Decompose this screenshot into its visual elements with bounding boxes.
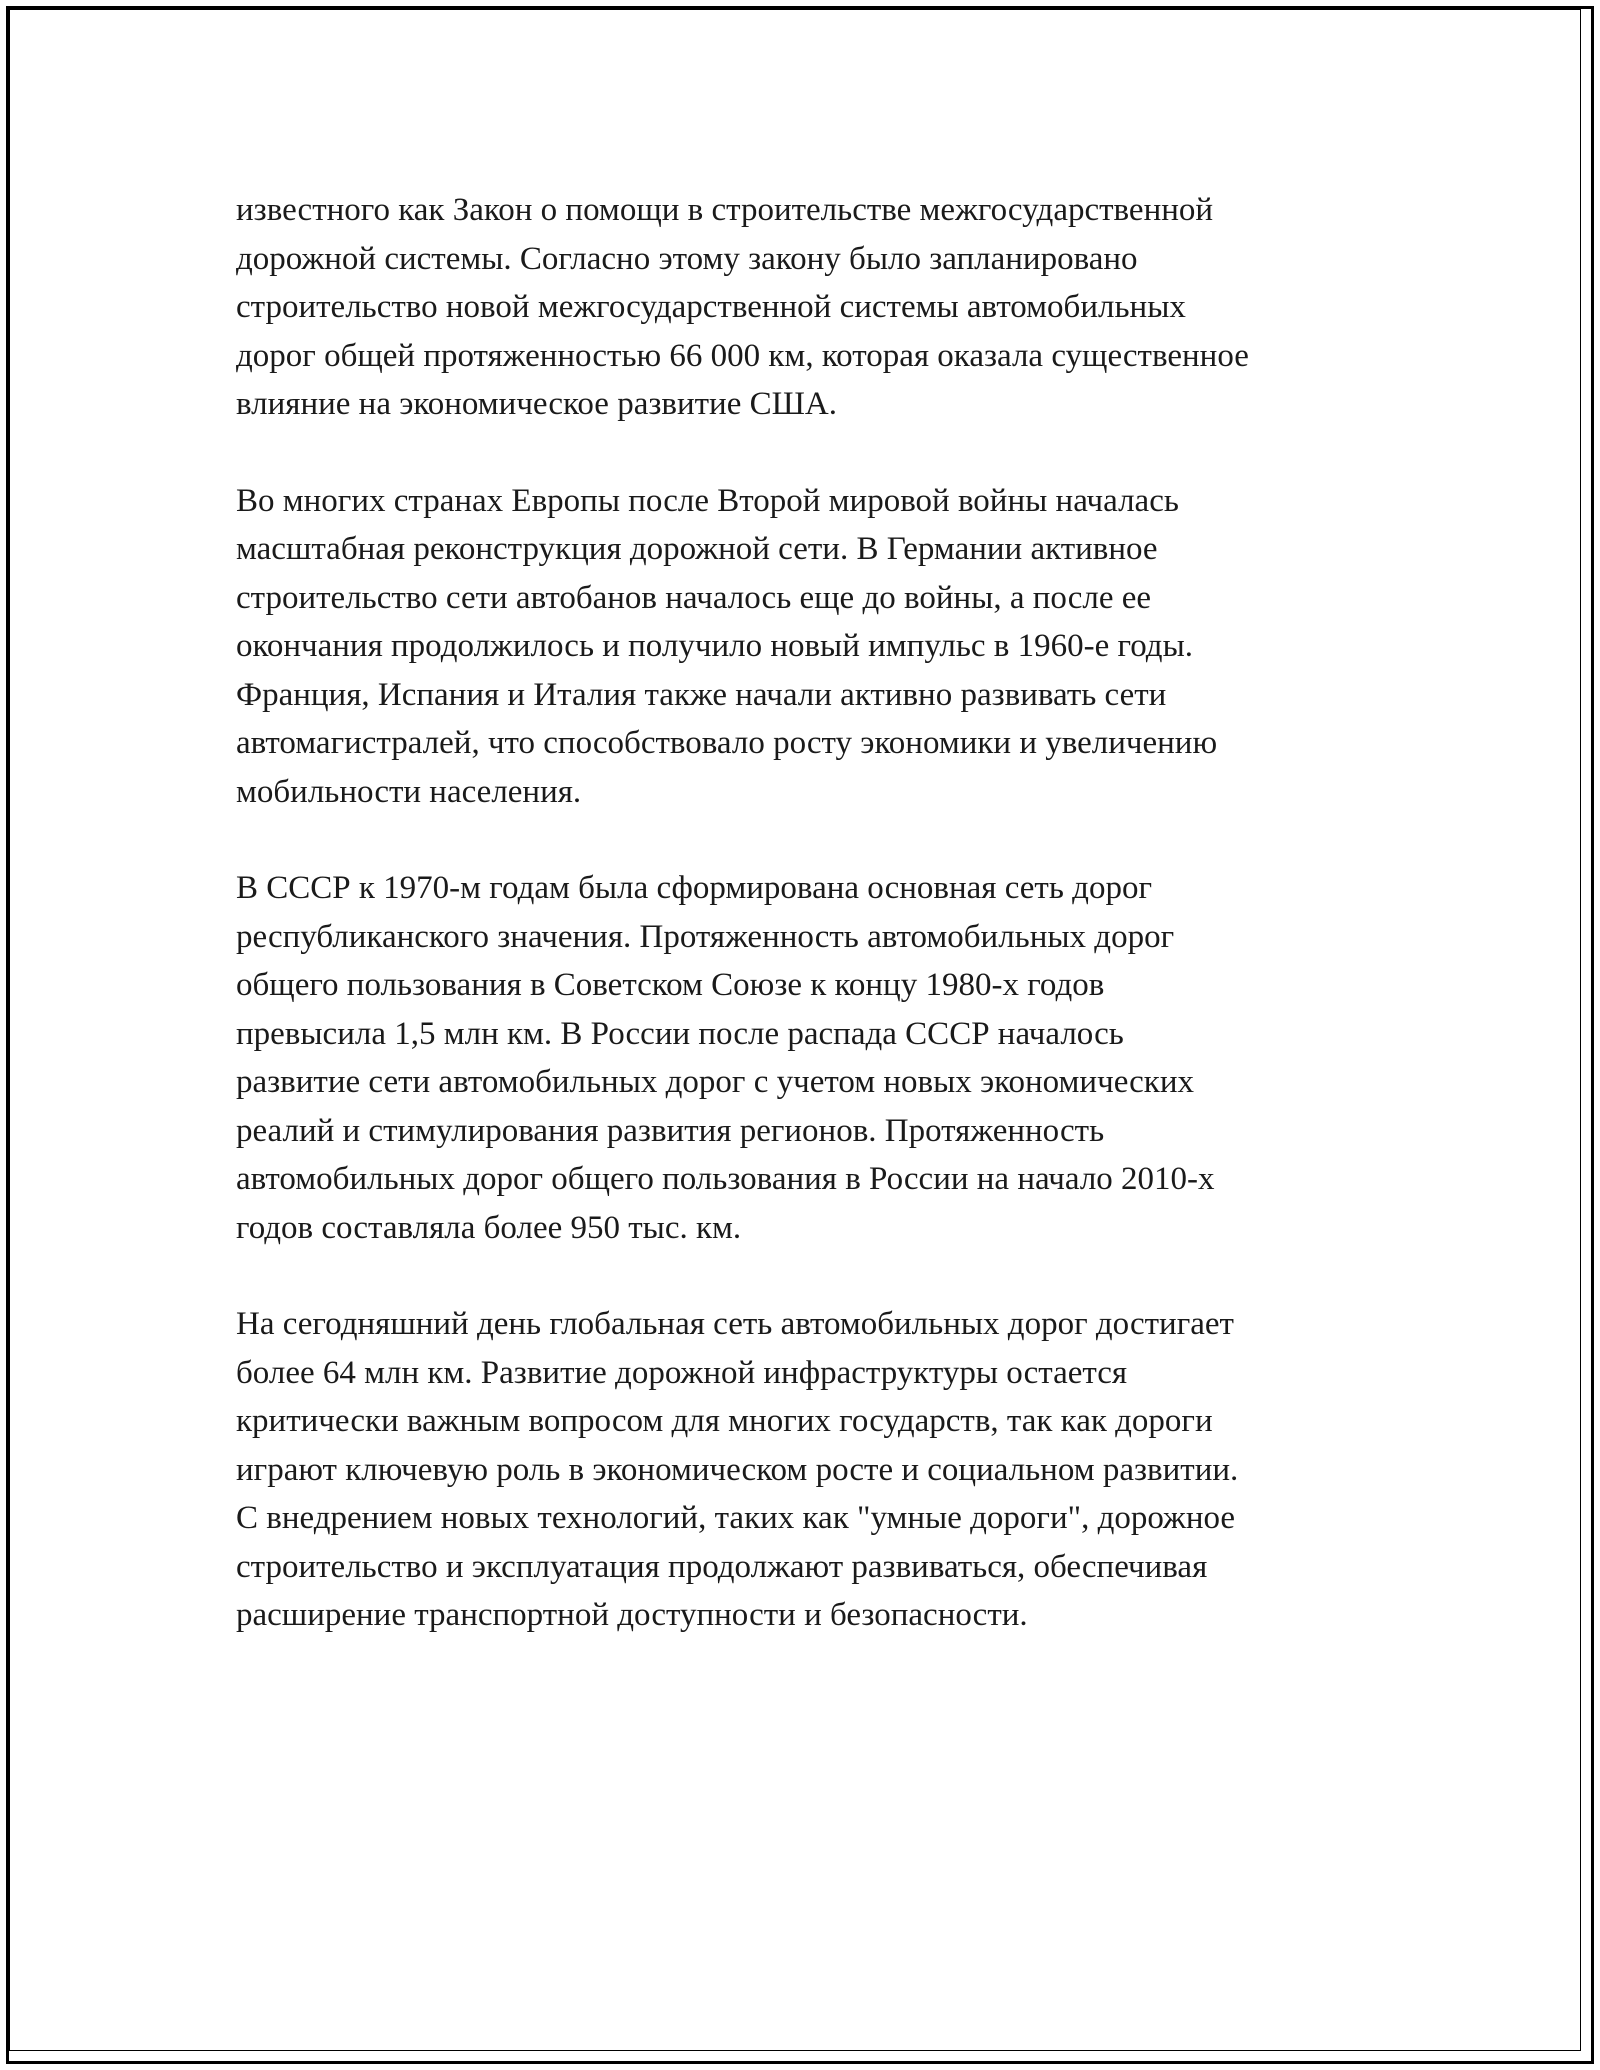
paragraph-us-highway-act	[236, 186, 1386, 429]
text-line: дорожной системы. Согласно этому закону было запланировано	[236, 240, 1138, 277]
text-line: более 64 млн км. Развитие дорожной инфраструктуры остается	[236, 1354, 1128, 1391]
text-line: республиканского значения. Протяженность автомобильных дорог	[236, 918, 1175, 955]
text-line: строительство новой межгосударственной системы автомобильных	[236, 289, 1186, 325]
text-line: автомагистралей, что способствовало росту экономики и увеличению	[236, 725, 1218, 761]
text-line: С внедрением новых технологий, таких как "умные дороги", дорожное	[236, 1500, 1236, 1536]
text-line: превысила 1,5 млн км. В России после распада СССР началось	[236, 1015, 1124, 1052]
text-line: На сегодняшний день глобальная сеть автомобильных дорог достигает	[236, 1306, 1234, 1342]
text-line: влияние на экономическое развитие США.	[236, 386, 837, 422]
text-line: расширение транспортной доступности и безопасности.	[236, 1597, 1028, 1633]
text-line: строительство сети автобанов началось еще до войны, а после ее	[236, 579, 1152, 616]
text-line: дорог общей протяженностью 66 000 км, которая оказала существенное	[236, 337, 1249, 374]
text-line: В СССР к 1970-м годам была сформирована основная сеть дорог	[236, 870, 1152, 906]
paragraph-europe	[236, 477, 1386, 817]
paragraph-global-network	[236, 1300, 1386, 1640]
text-line: Во многих странах Европы после Второй мировой войны началась	[236, 482, 1179, 519]
text-line: играют ключевую роль в экономическом росте и социальном развитии.	[236, 1451, 1239, 1488]
document-body	[236, 186, 1386, 1688]
text-line: строительство и эксплуатация продолжают развиваться, обеспечивая	[236, 1548, 1208, 1585]
text-line: общего пользования в Советском Союзе к концу 1980-х годов	[236, 967, 1105, 1003]
text-line: мобильности населения.	[236, 773, 582, 810]
text-line: годов составляла более 950 тыс. км.	[236, 1209, 742, 1246]
text-line: автомобильных дорог общего пользования в России на начало 2010-х	[236, 1161, 1215, 1197]
text-line: окончания продолжилось и получило новый импульс в 1960-е годы.	[236, 628, 1193, 664]
text-line: реалий и стимулирования развития регионов. Протяженность	[236, 1112, 1105, 1149]
text-line: известного как Закон о помощи в строительстве межгосударственной	[236, 192, 1214, 228]
text-line: развитие сети автомобильных дорог с учетом новых экономических	[236, 1064, 1194, 1100]
text-line: критически важным вопросом для многих государств, так как дороги	[236, 1403, 1213, 1439]
text-line: Франция, Испания и Италия также начали активно развивать сети	[236, 676, 1167, 713]
paragraph-ussr-russia	[236, 864, 1386, 1252]
text-line: масштабная реконструкция дорожной сети. В Германии активное	[236, 531, 1158, 567]
